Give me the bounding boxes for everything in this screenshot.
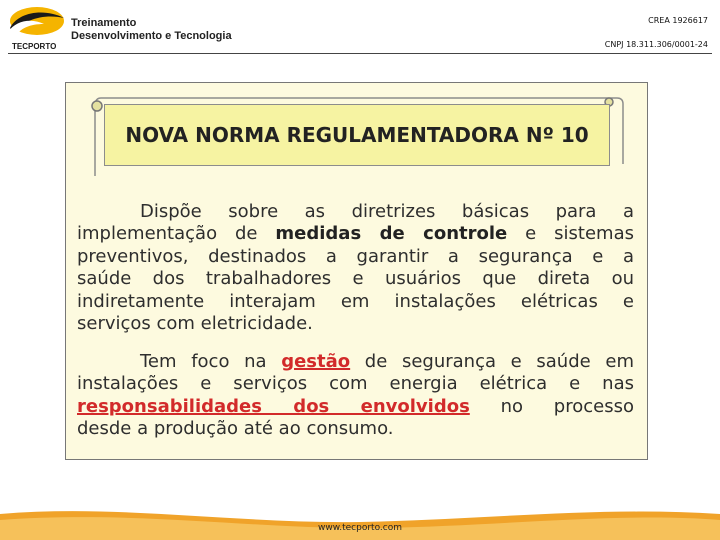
footer-website[interactable]: www.tecporto.com — [317, 523, 402, 533]
p1-line2: implementação de medidas de controle e sistemas — [77, 223, 634, 245]
p2-line3: responsabilidades dos envolvidos no processo — [77, 395, 634, 417]
logo-wordmark: TECPORTO — [12, 42, 57, 51]
brand-name: Treinamento — [71, 17, 137, 29]
emphasis-responsibilities: responsabilidades dos envolvidos — [77, 395, 470, 417]
cnpj-registration: CNPJ 18.311.306/0001-24 — [604, 40, 708, 49]
slide-title: NOVA NORMA REGULAMENTADORA Nº 10 — [125, 123, 589, 147]
p1-line4: saúde dos trabalhadores e usuários que direta ou — [77, 268, 634, 290]
paragraph-scope — [77, 201, 634, 335]
paragraph-focus — [77, 351, 634, 441]
p1-line6: serviços com eletricidade. — [77, 312, 313, 334]
p2-line4: desde a produção até ao consumo. — [77, 418, 394, 440]
emphasis-management: gestão — [281, 351, 351, 372]
p1-line5: indiretamente interajam em instalações elétricas e — [77, 290, 634, 312]
crea-registration: CREA 1926617 — [648, 16, 708, 25]
brand-tagline: Desenvolvimento e Tecnologia — [71, 30, 232, 42]
p1-line1: Dispõe sobre as diretrizes básicas para a — [140, 201, 634, 222]
p2-line1: Tem foco na gestão de segurança e saúde em — [140, 351, 634, 372]
emphasis-control-measures: medidas de controle — [275, 223, 508, 245]
footer-wave — [0, 500, 720, 540]
p1-line3: preventivos, destinados a garantir a segurança e a — [77, 245, 634, 267]
tecporto-logo — [4, 4, 68, 52]
header-divider — [8, 53, 712, 54]
p2-line2: instalações e serviços com energia elétrica e nas — [77, 373, 634, 395]
